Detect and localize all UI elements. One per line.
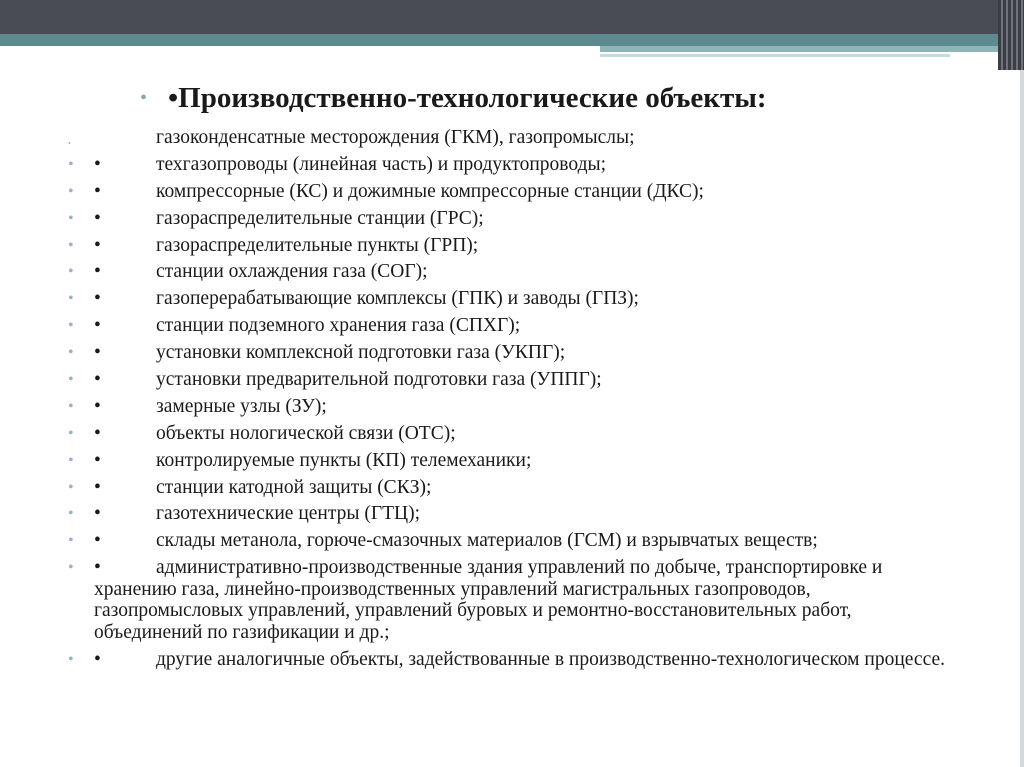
item-prefix: • (94, 153, 101, 175)
list-item (68, 315, 948, 337)
list-bullet: • (68, 650, 74, 668)
item-text: станции охлаждения газа (СОГ); (156, 261, 428, 283)
item-text: газотехнические центры (ГТЦ); (156, 503, 421, 525)
header-bar (0, 0, 1024, 34)
item-prefix: • (94, 234, 101, 256)
list-item (68, 154, 948, 176)
list-bullet: • (68, 532, 74, 550)
accent-line (600, 46, 1024, 52)
list-bullet: • (68, 451, 74, 469)
list-item (68, 181, 948, 203)
list-bullet: • (68, 182, 74, 200)
list-bullet: • (68, 505, 74, 523)
list-bullet: • (68, 139, 71, 148)
list-item (68, 423, 948, 445)
list-item (68, 396, 948, 418)
item-text: газоконденсатные месторождения (ГКМ), газопромыслы; (156, 127, 635, 148)
list-item (68, 503, 948, 525)
heading-bullet: • (140, 86, 148, 109)
corner-stripes (998, 0, 1024, 70)
item-prefix: • (94, 449, 101, 471)
list-item (68, 288, 948, 310)
item-prefix: • (94, 503, 101, 525)
item-text: другие аналогичные объекты, задействованные в производственно-технологическом процессе. (156, 648, 945, 670)
item-prefix: • (94, 369, 101, 391)
list-bullet: • (68, 371, 74, 389)
item-text: станции катодной защиты (СКЗ); (156, 476, 432, 498)
item-prefix: • (94, 180, 101, 202)
list-item (68, 649, 948, 671)
list-item (68, 450, 948, 472)
item-text: установки комплексной подготовки газа (УКПГ); (156, 342, 566, 364)
accent-band (0, 34, 1024, 46)
item-text: техгазопроводы (линейная часть) и продуктопроводы; (156, 153, 607, 175)
item-prefix: • (94, 342, 101, 364)
item-text: газораспределительные пункты (ГРП); (156, 234, 479, 256)
item-prefix: • (94, 530, 101, 552)
objects-list (68, 127, 948, 676)
item-prefix: • (94, 395, 101, 417)
list-item (68, 369, 948, 391)
list-item (68, 530, 948, 552)
item-text: объекты нологической связи (ОТС); (156, 422, 456, 444)
item-text: склады метанола, горюче-смазочных материалов (ГСМ) и взрывчатых веществ; (156, 530, 818, 552)
list-item (68, 235, 948, 257)
list-bullet: • (68, 478, 74, 496)
accent-line-thin (600, 54, 950, 57)
item-text: контролируемые пункты (КП) телемеханики; (156, 449, 532, 471)
item-text: замерные узлы (ЗУ); (156, 395, 327, 417)
item-text: газоперерабатывающие комплексы (ГПК) и заводы (ГПЗ); (156, 288, 639, 310)
list-item (68, 127, 948, 149)
list-bullet: • (68, 290, 74, 308)
item-prefix: • (94, 288, 101, 310)
item-prefix: • (94, 315, 101, 337)
item-text: газораспределительные станции (ГРС); (156, 207, 484, 229)
list-bullet: • (68, 155, 74, 173)
list-bullet: • (68, 263, 74, 281)
list-bullet: • (68, 209, 74, 227)
item-text: административно-производственные здания управлений по добыче, транспортировке и хранению газа, линейно-производственных управлений магистральных газопроводов, газопромысловых управлений, управлений буровых и ремонтно-восстановительных работ, объединений по газификации и др.; (94, 557, 883, 643)
list-bullet: • (68, 559, 74, 577)
list-bullet: • (68, 344, 74, 362)
list-item (68, 342, 948, 364)
slide-title: •Производственно-технологические объекты: (168, 81, 767, 114)
item-text: установки предварительной подготовки газа (УППГ); (156, 369, 602, 391)
item-prefix: • (94, 476, 101, 498)
item-prefix: • (94, 557, 101, 579)
heading-row (140, 78, 1000, 118)
item-prefix: • (94, 207, 101, 229)
item-text: станции подземного хранения газа (СПХГ); (156, 315, 521, 337)
list-bullet: • (68, 236, 74, 254)
list-item (68, 208, 948, 230)
item-text: компрессорные (КС) и дожимные компрессорные станции (ДКС); (156, 180, 704, 202)
list-bullet: • (68, 317, 74, 335)
list-bullet: • (68, 424, 74, 442)
list-bullet: • (68, 397, 74, 415)
list-item (68, 477, 948, 499)
item-prefix: • (94, 648, 101, 670)
list-item (68, 261, 948, 283)
slide-edge (1020, 70, 1024, 767)
item-prefix: • (94, 261, 101, 283)
list-item (68, 557, 948, 643)
item-prefix: • (94, 422, 101, 444)
